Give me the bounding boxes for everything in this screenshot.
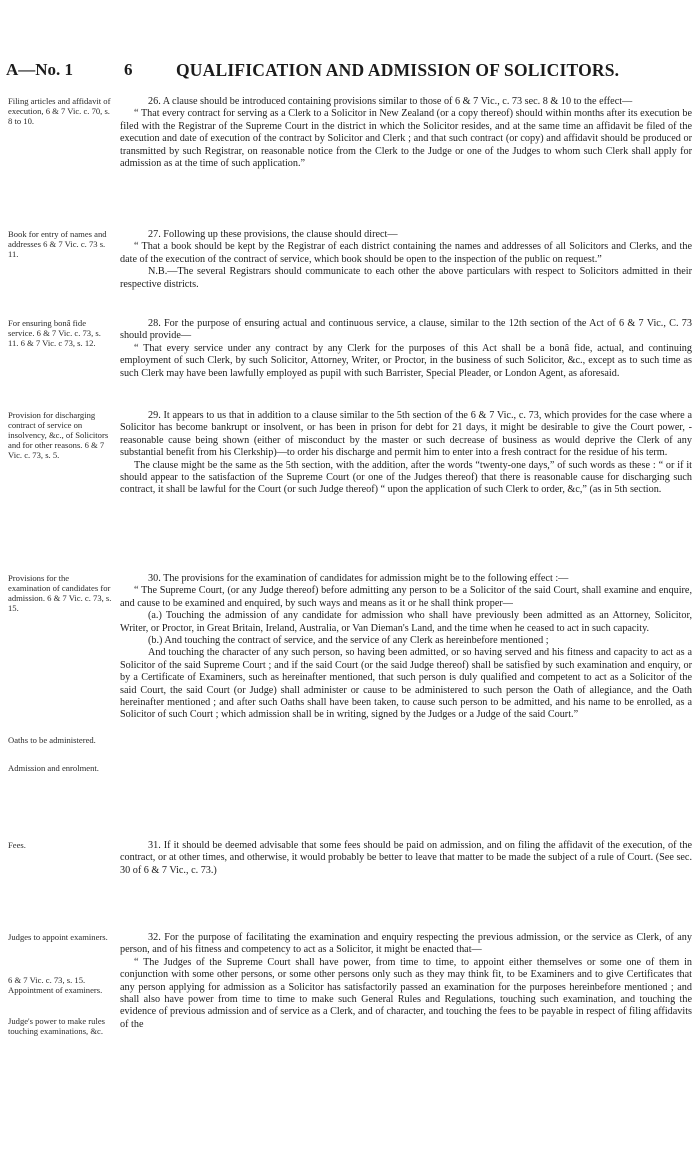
margin-note (8, 840, 113, 857)
margin-note (8, 975, 113, 1002)
paragraph: 28. For the purpose of ensuring actual and continuous service, a clause, similar to the 12th section of the Act of 6 & 7 Vic., C. 73 should provide— (120, 318, 692, 342)
margin-note-text: Oaths to be administered. (8, 735, 96, 745)
paragraph: 27. Following up these provisions, the clause should direct— (148, 229, 398, 240)
margin-note (8, 410, 113, 467)
section-body (120, 318, 692, 380)
paragraph: 31. If it should be deemed advisable that some fees should be paid on admission, and on filing the affidavit of the execution, of the contract, or at other times, and otherwise, it would probably be better to leave that matter to be made the subject of a rule of Court. (See sec. 30 of 6 & 7 Vic., c. 73.) (120, 840, 692, 876)
margin-note-text: Provision for discharging contract of service on insolvency, &c., of Solicitors and for other reasons. 6 & 7 Vic. c. 73, s. 5. (8, 410, 109, 460)
quoted-paragraph: “ The Judges of the Supreme Court shall have power, from time to time, to appoint either themselves or some one of them in conjunction with some other persons, or some other persons only such as they may think fit, to be Examiners and to give Certificates that any person applying for admission as a Solicitor has satisfactorily passed an examination for the purposes hereinbefore mentioned ; and shall also have power from time to time to make such General Rules and Regulations, touching such examination, and touching the evidence of previous admission and of service as a Clerk, and of character, and touching the fees to be payable in respect of filing affidavits of the (120, 956, 692, 1030)
page-header (6, 60, 696, 86)
margin-note-text: Provisions for the examination of candidates for admission. 6 & 7 Vic. c. 73, s. 15. (8, 573, 112, 613)
quoted-paragraph: “ That a book should be kept by the Registrar of each district containing the names and addresses of all Solicitors and Clerks, and the date of the execution of the contract of service, which book should be open to the inspection of the public on request.” (120, 241, 692, 265)
quoted-paragraph: “ The Supreme Court, (or any Judge thereof) before admitting any person to be a Solicitor of the said Court, shall examine and enquire, and cause to be examined and enquired, by such ways and means as it or he shall think proper— (120, 585, 692, 609)
section-body (120, 932, 692, 1031)
document-reference: A—No. 1 (6, 60, 74, 79)
page-title: QUALIFICATION AND ADMISSION OF SOLICITORS. (176, 60, 620, 80)
margin-note-text: Judges to appoint examiners. (8, 932, 108, 942)
margin-note (8, 1016, 113, 1043)
margin-note-text: 6 & 7 Vic. c. 73, s. 15. Appointment of examiners. (8, 975, 103, 995)
margin-note (8, 932, 113, 949)
paragraph: 32. For the purpose of facilitating the examination and enquiry respecting the previous admission, or the service as Clerk, of any person, and of his fitness and competency to act as a Solicitor, it might be enacted that— (120, 932, 692, 956)
sub-paragraph: (a.) Touching the admission of any candidate for admission who shall have previously been admitted as an Attorney, Solicitor, Writer, or Proctor, in Great Britain, Ireland, Australia, or Van Dieman's Land, and the time when he ceased to act in such capacity. (120, 610, 692, 634)
margin-note-text: For ensuring bonâ fide service. 6 & 7 Vic. c. 73, s. 11. 6 & 7 Vic. c 73, s. 12. (8, 318, 101, 348)
quoted-paragraph: “ That every service under any contract by any Clerk for the purposes of this Act shall be a bonâ fide, actual, and continuing employment of such Clerk, by such Solicitor, Attorney, Writer, or Proctor, in the business of such Solicitor, &c., except as to such time as such Clerk may have been lawfully employed as pupil with such Barrister, Special Pleader, or London Agent, as aforesaid. (120, 342, 692, 379)
margin-note (8, 573, 113, 620)
sub-paragraph: (b.) And touching the contract of service, and the service of any Clerk as hereinbefore mentioned ; (148, 635, 549, 647)
section-body (120, 573, 692, 722)
paragraph: N.B.—The several Registrars should communicate to each other the above particulars with respect to Solicitors admitted in their respective districts. (120, 266, 692, 290)
section-body (120, 96, 692, 170)
paragraph: 26. A clause should be introduced containing provisions similar to those of 6 & 7 Vic., c. 73 sec. 8 & 10 to the effect— (148, 96, 633, 107)
margin-note (8, 229, 113, 266)
margin-note-text: Judge's power to make rules touching examinations, &c. (8, 1016, 106, 1036)
margin-note-text: Book for entry of names and addresses 6 & 7 Vic. c. 73 s. 11. (8, 229, 107, 259)
margin-note (8, 96, 113, 133)
margin-note-text: Admission and enrolment. (8, 763, 99, 773)
paragraph: 30. The provisions for the examination of candidates for admission might be to the following effect :— (148, 573, 569, 584)
quoted-paragraph: “ That every contract for serving as a Clerk to a Solicitor in New Zealand (or a copy thereof) should within months after its execution be filed with the Registrar of the Supreme Court in the district in which the Solicitor resides, and at the same time an affidavit be filed of the execution and date of execution of the contract by Solicitor and Clerk ; and that such contract (or copy) and affidavit should be produced or transmitted by such Registrar, on reasonable notice from the Clerk to the Judge or one of the Judges to whom such Clerk shall apply for admission as at the time of such application.” (120, 108, 692, 170)
section-body (120, 229, 692, 291)
paragraph: And touching the character of any such person, so having been admitted, or so having served and his fitness and capacity to act as a Solicitor of the said Supreme Court ; and if the said Court (or the said Judge thereof) shall be satisfied by such examination and enquiry, or by a Certificate of Examiners, such as hereinafter mentioned, that such person is duly qualified and competent to act as a Solicitor of the said Court, the said Court (or Judge) shall administer or cause to be administered to such person the Oath of allegiance, and the Oath hereinafter mentioned ; and after such Oaths shall have been taken, to cause such person to be admitted, and his name to be enrolled, as a Solicitor of such Court ; which admission shall be in writing, signed by the Judges or a Judge of the said Court.” (120, 647, 692, 721)
paragraph: 29. It appears to us that in addition to a clause similar to the 5th section of the 6 & 7 Vic., c. 73, which provides for the case where a Solicitor has become bankrupt or insolvent, or has been in prison for debt for 21 days, it might be desirable to give the Court power, - reasonable cause being shown (either of misconduct by the master or such decrease of business as would deprive the Clerk of any substantial benefit from his Clerkship)—to order his discharge and permit him to enter into a fresh contract for the residue of his term. (120, 410, 692, 459)
section-body (120, 410, 692, 497)
margin-note (8, 318, 113, 355)
margin-note (8, 763, 113, 780)
paragraph: The clause might be the same as the 5th section, with the addition, after the words “twenty-one days,” of such words as these : “ or if it should appear to the satisfaction of the Supreme Court (or one of the Judges thereof) that there is reasonable cause for discharging such contract, it shall be lawful for the Court (or such Judge thereof) “ upon the application of such Clerk to order, &c,” (as in 5th section. (120, 459, 692, 496)
page-number: 6 (124, 60, 133, 79)
margin-note-text: Fees. (8, 840, 26, 850)
margin-note-text: Filing articles and affidavit of execution, 6 & 7 Vic. c. 70, s. 8 to 10. (8, 96, 111, 126)
section-body (120, 840, 692, 877)
margin-note (8, 735, 113, 752)
